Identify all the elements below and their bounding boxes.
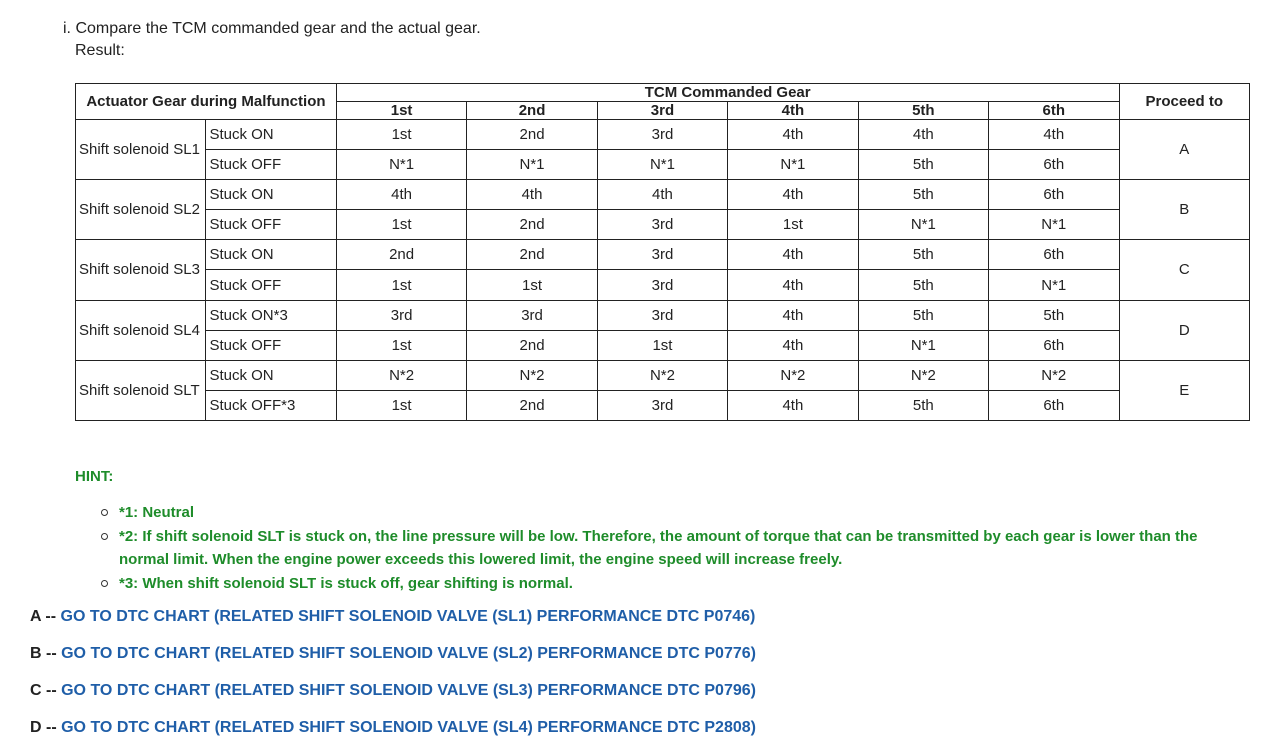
gear-cell: 5th [858,240,988,270]
proceed-cell: B [1119,180,1250,240]
hint-note-text: *1: Neutral [119,504,195,521]
gear-cell: 4th [728,300,858,330]
gear-cell: 1st [336,120,466,150]
state-cell: Stuck ON [206,240,336,270]
actuator-cell: Shift solenoid SLT [76,360,206,420]
gear-cell: 5th [858,270,988,300]
go-link-row [30,719,756,737]
gear-cell: 3rd [597,390,727,420]
go-letter: C -- [30,682,57,699]
proceed-cell: D [1119,300,1250,360]
gear-cell: 1st [336,210,466,240]
state-cell: Stuck ON*3 [206,300,336,330]
gear-cell: N*2 [858,360,988,390]
gear-cell: 4th [597,180,727,210]
hint-note [101,525,1246,572]
gear-cell: 4th [728,240,858,270]
gear-header: 1st [336,102,466,120]
gear-cell: N*1 [597,150,727,180]
gear-cell: N*2 [467,360,597,390]
header-actuator: Actuator Gear during Malfunction [76,84,337,120]
result-label: Result: [75,42,125,59]
gear-cell: N*1 [858,210,988,240]
gear-cell: 3rd [597,210,727,240]
header-commanded-gear: TCM Commanded Gear [336,84,1119,102]
gear-header: 5th [858,102,988,120]
gear-cell: 3rd [467,300,597,330]
hint-note [101,572,1246,596]
header-proceed-to: Proceed to [1119,84,1250,120]
gear-cell: 4th [467,180,597,210]
actuator-cell: Shift solenoid SL4 [76,300,206,360]
proceed-cell: A [1119,120,1250,180]
go-letter: A -- [30,608,57,625]
gear-cell: 2nd [467,120,597,150]
gear-cell: 2nd [336,240,466,270]
gear-cell: N*2 [989,360,1119,390]
gear-cell: 3rd [336,300,466,330]
table-row [76,180,1250,210]
go-link-row [30,645,756,663]
actuator-cell: Shift solenoid SL3 [76,240,206,300]
state-cell: Stuck OFF [206,330,336,360]
gear-cell: 4th [728,270,858,300]
hint-note [101,501,1246,525]
state-cell: Stuck OFF [206,210,336,240]
gear-cell: 6th [989,150,1119,180]
dtc-chart-link-b[interactable]: GO TO DTC CHART (RELATED SHIFT SOLENOID VALVE (SL2) PERFORMANCE DTC P0776) [61,645,756,662]
gear-cell: N*1 [858,330,988,360]
gear-cell: N*1 [989,210,1119,240]
gear-cell: 4th [728,330,858,360]
gear-cell: 6th [989,240,1119,270]
gear-cell: 5th [858,180,988,210]
gear-cell: 6th [989,330,1119,360]
gear-cell: 5th [858,150,988,180]
state-cell: Stuck OFF [206,270,336,300]
hint-note-text: *3: When shift solenoid SLT is stuck off, gear shifting is normal. [119,574,573,592]
gear-cell: 3rd [597,270,727,300]
circle-bullet-icon [101,509,108,516]
dtc-chart-link-a[interactable]: GO TO DTC CHART (RELATED SHIFT SOLENOID VALVE (SL1) PERFORMANCE DTC P0746) [60,608,756,625]
gear-cell: 3rd [597,300,727,330]
table-row [76,270,1250,300]
circle-bullet-icon [101,580,108,587]
gear-cell: 3rd [597,240,727,270]
gear-cell: 4th [728,390,858,420]
gear-cell: 1st [336,270,466,300]
gear-header: 3rd [597,102,727,120]
gear-cell: 4th [728,120,858,150]
gear-cell: 6th [989,180,1119,210]
table-row [76,240,1250,270]
table-row [76,330,1250,360]
gear-cell: 2nd [467,210,597,240]
dtc-chart-link-c[interactable]: GO TO DTC CHART (RELATED SHIFT SOLENOID VALVE (SL3) PERFORMANCE DTC P0796) [61,682,756,699]
state-cell: Stuck ON [206,360,336,390]
gear-cell: 4th [858,120,988,150]
go-letter: D -- [30,719,57,736]
gear-cell: 3rd [597,120,727,150]
gear-cell: 1st [336,390,466,420]
gear-cell: 4th [728,180,858,210]
gear-header: 6th [989,102,1119,120]
gear-cell: 1st [467,270,597,300]
gear-cell: N*1 [989,270,1119,300]
gear-cell: N*2 [597,360,727,390]
dtc-chart-link-d[interactable]: GO TO DTC CHART (RELATED SHIFT SOLENOID VALVE (SL4) PERFORMANCE DTC P2808) [61,719,756,736]
table-row [76,360,1250,390]
gear-cell: N*1 [467,150,597,180]
gear-cell: 5th [858,390,988,420]
table-row [76,120,1250,150]
gear-cell: 5th [858,300,988,330]
actuator-cell: Shift solenoid SL2 [76,180,206,240]
gear-cell: N*1 [728,150,858,180]
gear-cell: 2nd [467,390,597,420]
gear-header: 2nd [467,102,597,120]
gear-cell: 5th [989,300,1119,330]
gear-cell: 1st [336,330,466,360]
step-text: i. Compare the TCM commanded gear and the actual gear. [63,20,481,37]
gear-cell: 1st [728,210,858,240]
gear-cell: 1st [597,330,727,360]
state-cell: Stuck ON [206,180,336,210]
proceed-cell: C [1119,240,1250,300]
actuator-cell: Shift solenoid SL1 [76,120,206,180]
step-instruction [63,18,481,62]
gear-header: 4th [728,102,858,120]
hint-label: HINT: [75,468,114,485]
gear-cell: 2nd [467,240,597,270]
state-cell: Stuck ON [206,120,336,150]
hint-note-text: *2: If shift solenoid SLT is stuck on, the line pressure will be low. Therefore, the amount of torque that can be transmitted by each gear is lower than the normal limit. When the engine power exceeds this lowered limit, the engine speed will increase freely. [119,527,1198,568]
hint-notes [101,501,1246,595]
state-cell: Stuck OFF*3 [206,390,336,420]
table-row [76,150,1250,180]
go-link-row [30,682,756,700]
proceed-cell: E [1119,360,1250,420]
gear-cell: 4th [989,120,1119,150]
table-row [76,210,1250,240]
gear-cell: 2nd [467,330,597,360]
gear-cell: 6th [989,390,1119,420]
gear-comparison-table [75,83,1250,421]
gear-cell: N*2 [336,360,466,390]
table-row [76,300,1250,330]
gear-cell: 4th [336,180,466,210]
go-link-row [30,608,755,626]
circle-bullet-icon [101,533,108,540]
gear-cell: N*1 [336,150,466,180]
go-letter: B -- [30,645,57,662]
table-row [76,390,1250,420]
gear-cell: N*2 [728,360,858,390]
state-cell: Stuck OFF [206,150,336,180]
